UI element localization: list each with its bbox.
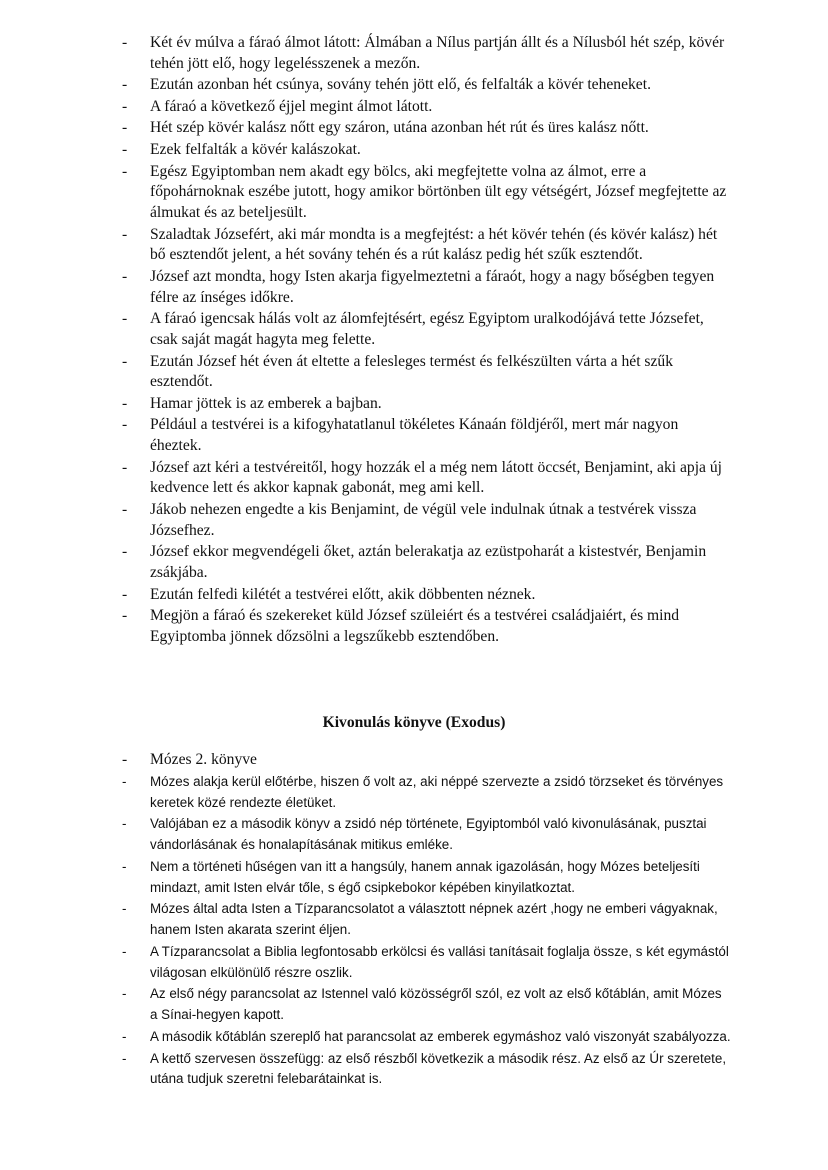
list-item-text: A fáraó igencsak hálás volt az álomfejtésért, egész Egyiptom uralkodójává tette Józsefet, csak saját magát hagyta meg felette. — [150, 310, 704, 348]
list-item-text: Szaladtak Józsefért, aki már mondta is a megfejtést: a hét kövér tehén (és kövér kalász) hét bő esztendőt jelent, a hét sovány tehén és a rút kalász pedig hét szűk esztendőt. — [150, 225, 718, 264]
list-item-text: Mózes által adta Isten a Tízparancsolatot a választott népnek azért ,hogy ne emberi vágyaknak, hanem Isten akarata szerint éljen. — [150, 901, 718, 937]
bullet-dash: - — [122, 225, 128, 243]
list-item — [0, 225, 828, 266]
list-item — [0, 140, 828, 161]
bullet-dash: - — [122, 751, 128, 768]
bullet-dash: - — [122, 858, 127, 874]
bullet-dash: - — [122, 76, 128, 94]
list-item — [0, 75, 828, 96]
list-item — [0, 899, 828, 940]
list-item — [0, 585, 828, 606]
list-item-text: Ezután felfedi kilétét a testvérei előtt, akik döbbenten néznek. — [150, 585, 536, 603]
list-item — [0, 1049, 828, 1090]
list-item — [0, 857, 828, 898]
bullet-dash: - — [122, 310, 128, 328]
list-item-text: Két év múlva a fáraó álmot látott: Álmában a Nílus partján állt és a Nílusból hét szép, kövér tehén jött elő, hogy legelésszenek a mezőn. — [150, 34, 725, 72]
list-item — [0, 500, 828, 541]
list-item-text: Ezután azonban hét csúnya, sovány tehén jött elő, és felfalták a kövér teheneket. — [150, 76, 651, 94]
list-item-text: Hamar jöttek is az emberek a bajban. — [150, 394, 382, 412]
bullet-dash: - — [122, 267, 128, 285]
bullet-dash: - — [122, 901, 127, 917]
list-item — [0, 97, 828, 118]
list-item — [0, 162, 828, 224]
list-item — [0, 33, 828, 74]
list-item — [0, 542, 828, 583]
bullet-list-exodus — [0, 750, 828, 1091]
list-item-text: Például a testvérei is a kifogyhatatlanul tökéletes Kánaán földjéről, mert már nagyon éheztek. — [150, 416, 679, 455]
bullet-dash: - — [122, 1028, 127, 1044]
list-item-text: Megjön a fáraó és szekereket küld József szüleiért és a testvérei családjaiért, és mind Egyiptomba jönnek dőzsölni a legszűkebb esztendőben. — [150, 607, 680, 645]
bullet-dash: - — [122, 394, 128, 412]
section-heading-exodus: Kivonulás könyve (Exodus) — [322, 714, 506, 731]
list-item-text: József azt mondta, hogy Isten akarja figyelmeztetni a fáraót, hogy a nagy bőségben tegyen félre az ínséges időkre. — [150, 267, 715, 306]
list-item-text: A fáraó a következő éjjel megint álmot látott. — [150, 97, 433, 115]
list-item-text: A kettő szervesen összefügg: az első részből következik a második rész. Az első az Úr szeretete, utána tudjuk szeretni felebarátainkat is. — [150, 1050, 727, 1087]
list-item-text: A második kőtáblán szereplő hat parancsolat az emberek egymáshoz való viszonyát szabályozza. — [150, 1028, 731, 1044]
bullet-dash: - — [122, 816, 127, 832]
list-item — [0, 394, 828, 415]
list-item-text: Hét szép kövér kalász nőtt egy száron, utána azonban hét rút és üres kalász nőtt. — [150, 119, 649, 137]
list-item-text: József azt kéri a testvéreitől, hogy hozzák el a még nem látott öccsét, Benjamint, aki apja új kedvence lett és akkor kapnak gabonát, meg ami kell. — [150, 458, 722, 497]
bullet-list-joseph — [0, 33, 828, 649]
bullet-dash: - — [122, 416, 128, 434]
list-item-text: Ezek felfalták a kövér kalászokat. — [150, 141, 361, 159]
list-item — [0, 309, 828, 350]
list-item — [0, 267, 828, 308]
list-item — [0, 750, 828, 771]
list-item — [0, 942, 828, 983]
bullet-dash: - — [122, 986, 127, 1002]
bullet-dash: - — [122, 585, 128, 603]
list-item — [0, 458, 828, 499]
list-item-text: József ekkor megvendégeli őket, aztán belerakatja az ezüstpoharát a kistestvér, Benjamin zsákjába. — [150, 543, 707, 582]
bullet-dash: - — [122, 119, 128, 137]
list-item — [0, 415, 828, 456]
bullet-dash: - — [122, 607, 128, 625]
list-item-text: Valójában ez a második könyv a zsidó nép története, Egyiptomból való kivonulásának, pusztai vándorlásának és honalapításának mitikus emléke. — [150, 816, 707, 852]
list-item — [0, 772, 828, 813]
list-item-text: Nem a történeti hűségen van itt a hangsúly, hanem annak igazolásán, hogy Mózes beteljesíti mindazt, amit Isten elvár tőle, s égő csipkebokor képében kinyilatkoztat. — [150, 858, 700, 895]
list-item — [0, 984, 828, 1025]
bullet-dash: - — [122, 458, 128, 476]
list-item-text: A Tízparancsolat a Biblia legfontosabb erkölcsi és vallási tanításait foglalja össze, s két egymástól világosan elkülönülő részre oszlik. — [150, 943, 729, 980]
list-item-text: Az első négy parancsolat az Istennel való közösségről szól, ez volt az első kőtáblán, amit Mózes a Sínai-hegyen kapott. — [150, 986, 722, 1022]
list-item — [0, 1027, 828, 1048]
list-item-text: Mózes alakja kerül előtérbe, hiszen ő volt az, aki néppé szervezte a zsidó törzseket és törvényes keretek közé rendezte életüket. — [150, 773, 724, 810]
bullet-dash: - — [122, 352, 128, 370]
bullet-dash: - — [122, 1050, 127, 1066]
bullet-dash: - — [122, 543, 128, 561]
list-item-text: Jákob nehezen engedte a kis Benjamint, de végül vele indulnak útnak a testvérek vissza Józsefhez. — [150, 501, 697, 539]
list-item-text: Egész Egyiptomban nem akadt egy bölcs, aki megfejtette volna az álmot, erre a főpohárnoknak eszébe jutott, hogy amikor börtönben ült egy vétségért, József megfejtette az álmukat és az beteljesült. — [150, 162, 727, 222]
bullet-dash: - — [122, 141, 128, 159]
list-item — [0, 814, 828, 855]
list-item — [0, 118, 828, 139]
list-item — [0, 352, 828, 393]
list-item — [0, 606, 828, 647]
bullet-dash: - — [122, 773, 127, 789]
bullet-dash: - — [122, 34, 128, 51]
list-item-text: Mózes 2. könyve — [150, 751, 257, 768]
bullet-dash: - — [122, 501, 128, 519]
bullet-dash: - — [122, 162, 128, 180]
bullet-dash: - — [122, 97, 128, 115]
list-item-text: Ezután József hét éven át eltette a felesleges termést és felkészülten várta a hét szűk esztendőt. — [150, 352, 674, 391]
bullet-dash: - — [122, 943, 127, 959]
